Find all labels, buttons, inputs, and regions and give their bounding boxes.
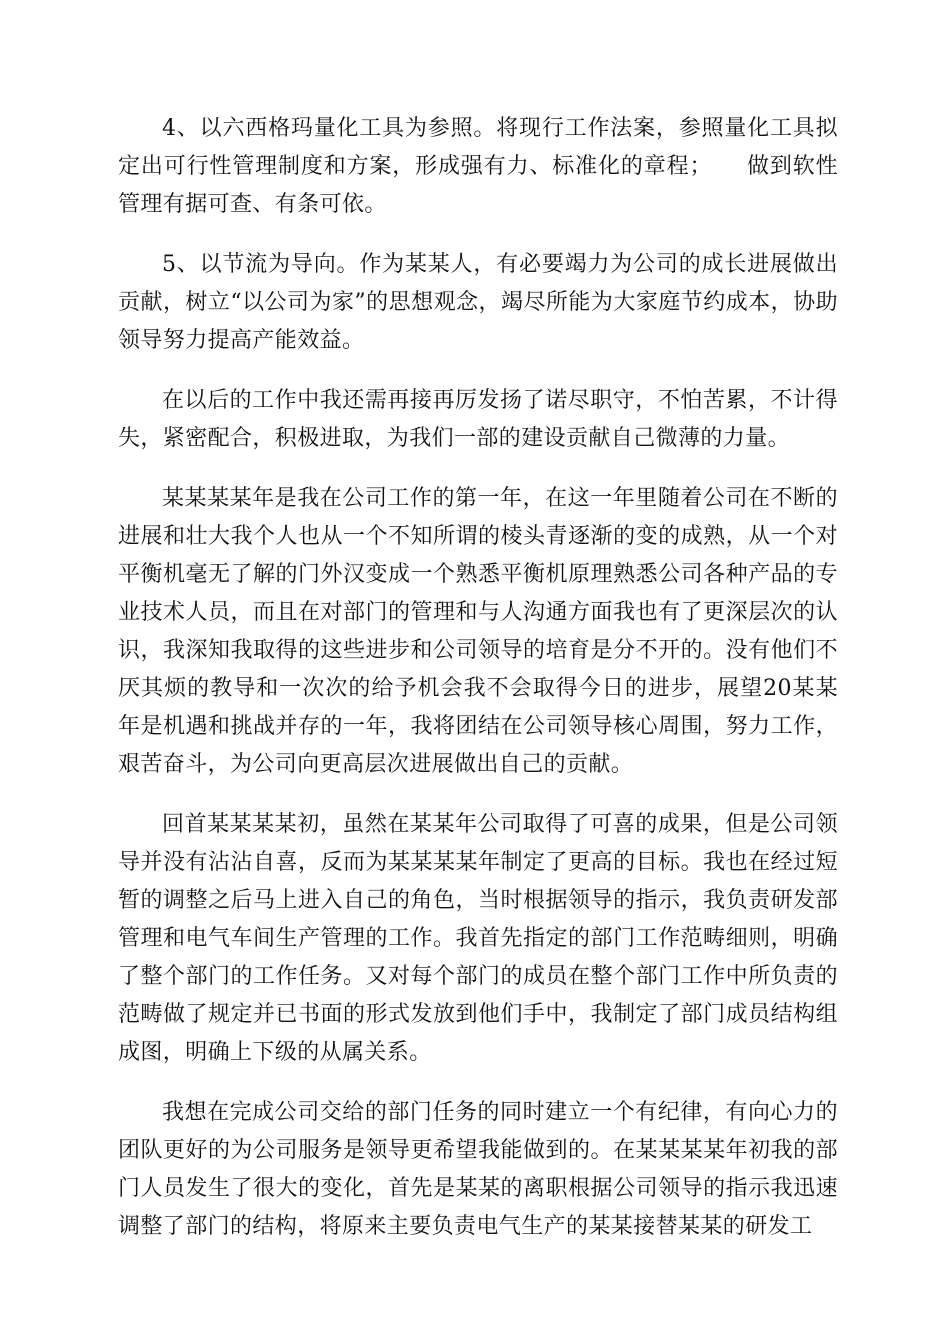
paragraph-item-5: 5、以节流为导向。作为某某人，有必要竭力为公司的成长进展做出贡献，树立“以公司为家”的思想观念，竭尽所能为大家庭节约成本，协助领导努力提高产能效益。 (118, 252, 838, 353)
paragraph-first-year: 某某某某年是我在公司工作的第一年，在这一年里随着公司在不断的进展和壮大我个人也从一个不知所谓的棱头青逐渐的变的成熟，从一个对平衡机毫无了解的门外汉变成一个熟悉平衡机原理熟悉公司各种产品的专业技术人员，而且在对部门的管理和与人沟通方面我也有了更深层次的认识，我深知我取得的这些进步和公司领导的培育是分不开的。没有他们不厌其烦的教导和一次次的给予机会我不会取得今日的进步，展望20某某年是机遇和挑战并存的一年，我将团结在公司领导核心周围，努力工作，艰苦奋斗，为公司向更高层次进展做出自己的贡献。 (118, 486, 838, 777)
paragraph-looking-back: 回首某某某某初，虽然在某某年公司取得了可喜的成果，但是公司领导并没有沾沾自喜，反而为某某某某年制定了更高的目标。我也在经过短暂的调整之后马上进入自己的角色，当时根据领导的指示，我负责研发部管理和电气车间生产管理的工作。我首先指定的部门工作范畴细则，明确了整个部门的工作任务。又对每个部门的成员在整个部门工作中所负责的范畴做了规定并已书面的形式发放到他们手中，我制定了部门成员结构组成图，明确上下级的从属关系。 (118, 812, 838, 1065)
paragraph-team-building: 我想在完成公司交给的部门任务的同时建立一个有纪律，有向心力的团队更好的为公司服务是领导更希望我能做到的。在某某某某年初我的部门人员发生了很大的变化，首先是某某的离职根据公司领导的指示我迅速调整了部门的结构，将原来主要负责电气生产的某某接替某某的研发工 (118, 1100, 838, 1239)
document-body (118, 110, 838, 1268)
paragraph-future-work: 在以后的工作中我还需再接再厉发扬了诺尽职守，不怕苦累，不计得失，紧密配合，积极进取，为我们一部的建设贡献自己微薄的力量。 (118, 388, 838, 451)
paragraph-item-4: 4、以六西格玛量化工具为参照。将现行工作法案，参照量化工具拟定出可行性管理制度和方案，形成强有力、标准化的章程； 做到软性管理有据可查、有条可依。 (118, 116, 838, 217)
